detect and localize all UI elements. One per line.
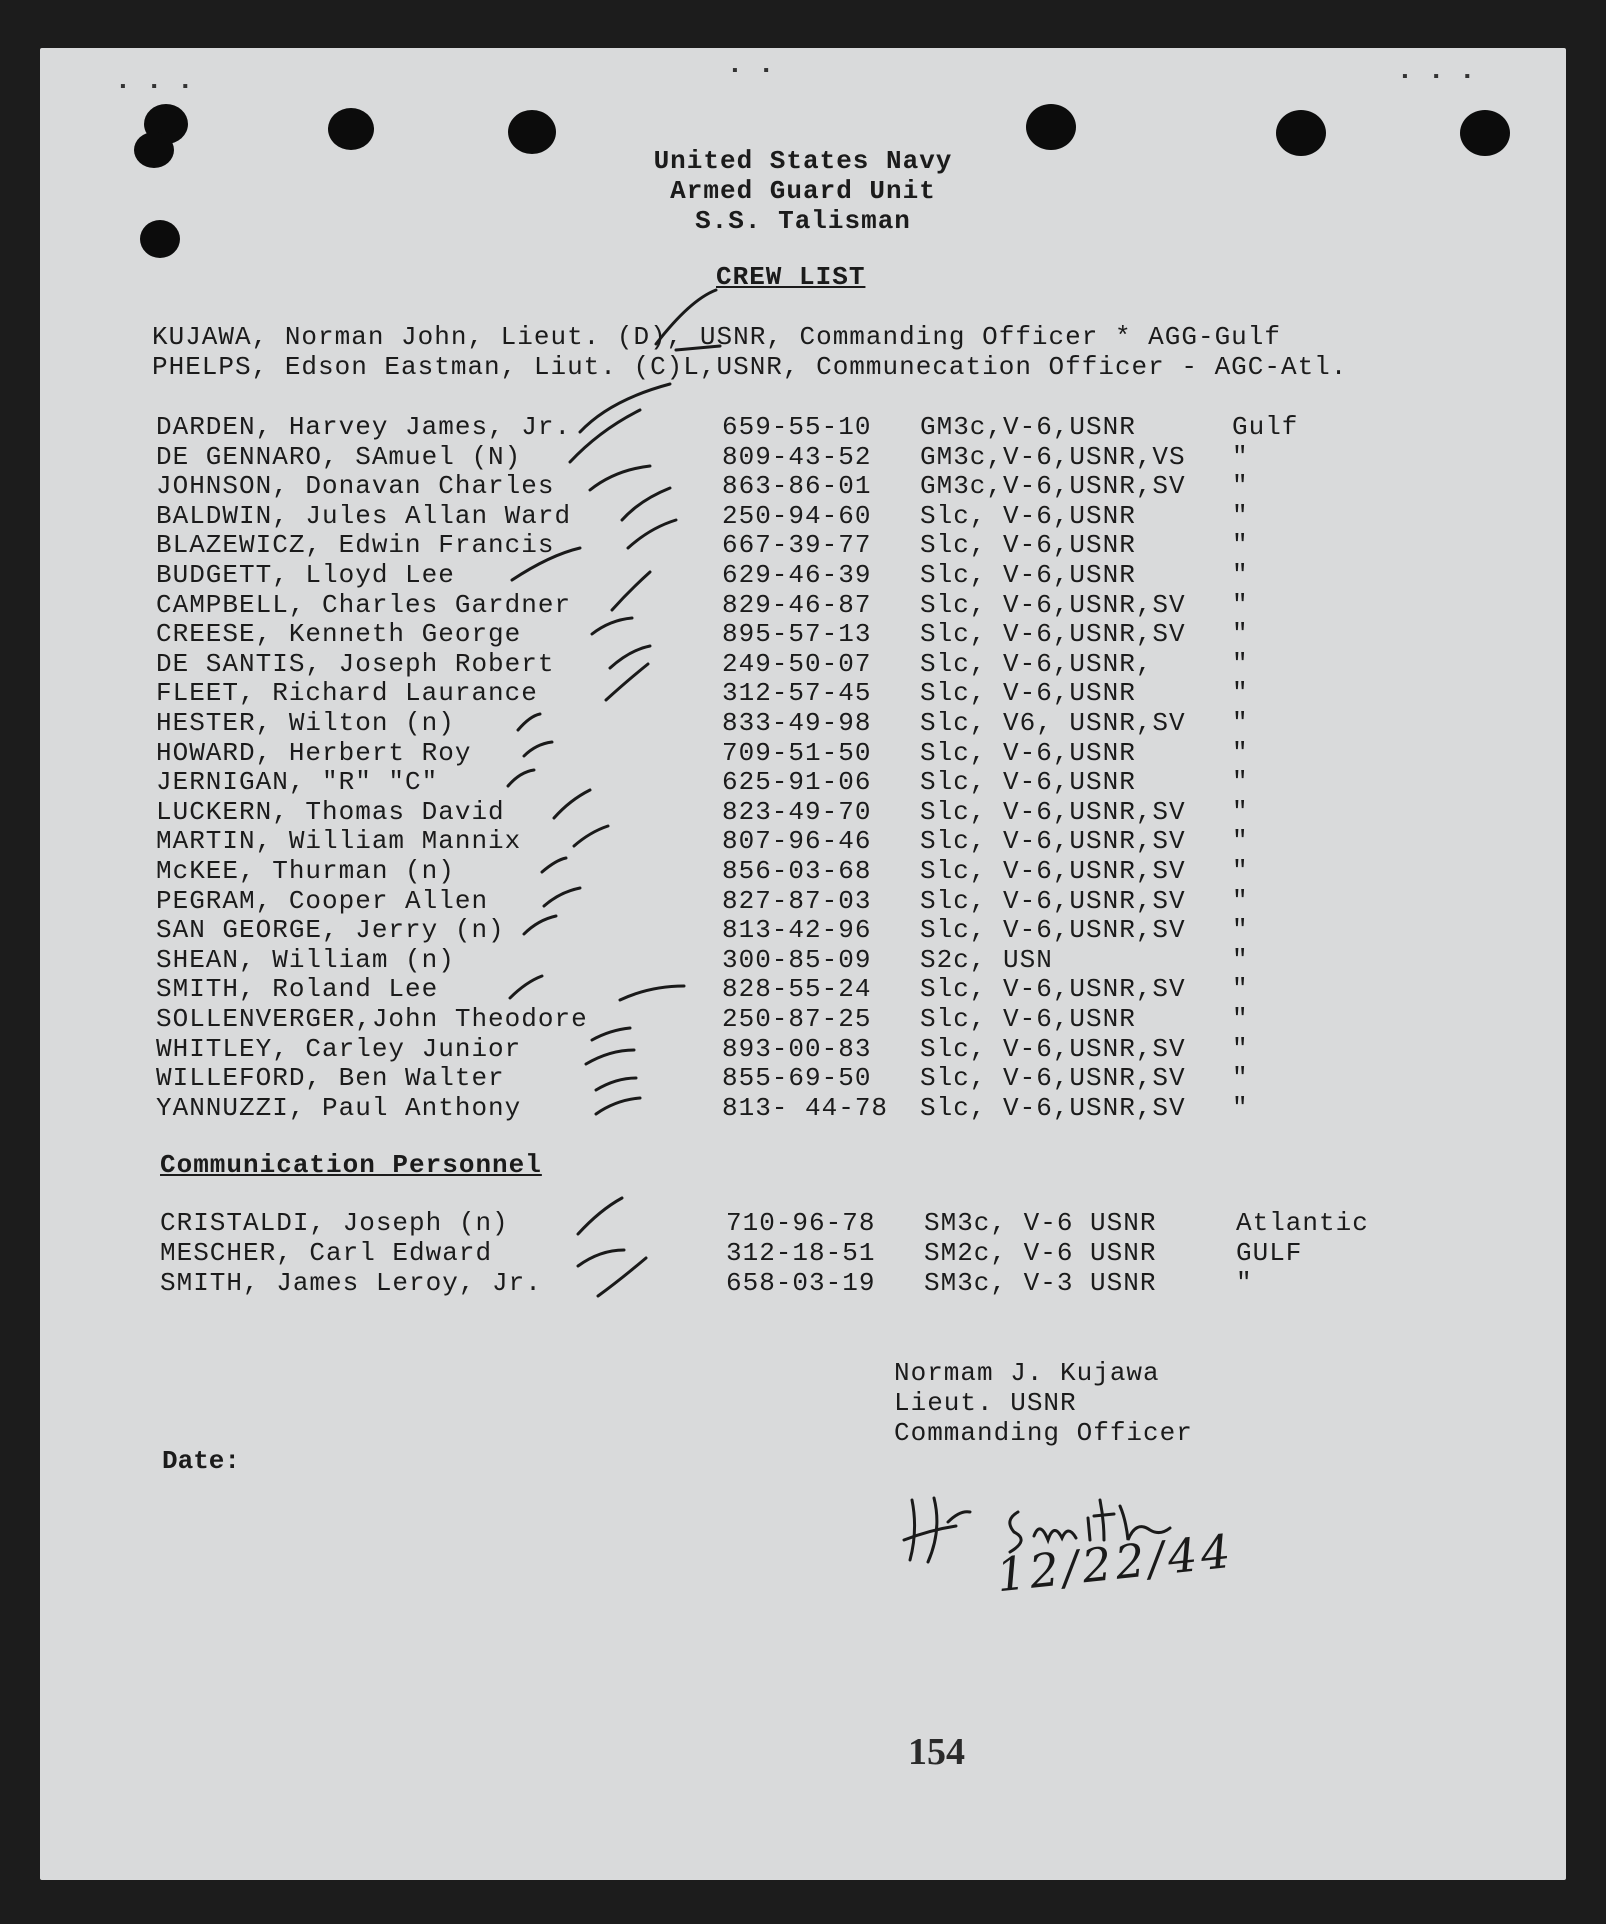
rating: Slc, V-6,USNR,SV xyxy=(920,885,1186,916)
service-number: 863-86-01 xyxy=(722,471,872,502)
crew-name: CRISTALDI, Joseph (n) xyxy=(160,1208,509,1238)
rating: GM3c,V-6,USNR,SV xyxy=(920,471,1186,502)
station: " xyxy=(1232,1092,1249,1123)
crew-name: WILLEFORD, Ben Walter xyxy=(156,1063,505,1094)
service-number: 829-46-87 xyxy=(722,589,872,620)
station: " xyxy=(1232,944,1249,975)
rating: Slc, V-6,USNR,SV xyxy=(920,619,1186,650)
page-number: 154 xyxy=(908,1731,965,1773)
service-number: 855-69-50 xyxy=(722,1063,872,1094)
service-number: 809-43-52 xyxy=(722,441,872,472)
crew-name: LUCKERN, Thomas David xyxy=(156,796,505,827)
station: " xyxy=(1232,767,1249,798)
rating: SM2c, V-6 USNR xyxy=(924,1238,1157,1268)
officer-communication: PHELPS, Edson Eastman, Liut. (C)L,USNR, Communecation Officer - AGC-Atl. xyxy=(152,352,1348,382)
crew-name: FLEET, Richard Laurance xyxy=(156,678,538,709)
crew-name: SOLLENVERGER,John Theodore xyxy=(156,1004,588,1034)
service-number: 659-55-10 xyxy=(722,412,872,442)
station: " xyxy=(1232,648,1249,679)
signature-rank: Lieut. USNR xyxy=(894,1388,1077,1418)
rating: Slc, V-6,USNR xyxy=(920,500,1136,531)
station: " xyxy=(1232,1033,1249,1064)
rating: S2c, USN xyxy=(920,944,1053,975)
station: " xyxy=(1232,915,1249,946)
crew-name: SMITH, Roland Lee xyxy=(156,974,439,1005)
rating: Slc, V-6,USNR,SV xyxy=(920,826,1186,857)
station: " xyxy=(1236,1268,1253,1298)
rating: Slc, V-6,USNR,SV xyxy=(920,1033,1186,1064)
header-unit: Armed Guard Unit xyxy=(670,176,936,206)
crew-name: HOWARD, Herbert Roy xyxy=(156,737,472,768)
crew-list-title: CREW LIST xyxy=(716,262,866,292)
crew-name: DE GENNARO, SAmuel (N) xyxy=(156,441,522,472)
smudge-mark: ▪ ▪ ▪ xyxy=(118,78,197,96)
service-number: 250-87-25 xyxy=(722,1004,872,1034)
service-number: 629-46-39 xyxy=(722,560,872,590)
rating: SM3c, V-6 USNR xyxy=(924,1208,1157,1238)
service-number: 312-18-51 xyxy=(726,1238,876,1268)
smudge-mark: ▪ ▪ ▪ xyxy=(1400,68,1479,86)
station: " xyxy=(1232,471,1249,502)
communication-heading: Communication Personnel xyxy=(160,1150,542,1180)
crew-name: JERNIGAN, "R" "C" xyxy=(156,767,439,798)
service-number: 823-49-70 xyxy=(722,796,872,827)
service-number: 813-42-96 xyxy=(722,915,872,946)
punch-hole xyxy=(1026,104,1076,150)
rating: Slc, V-6,USNR,SV xyxy=(920,974,1186,1005)
rating: Slc, V-6,USNR, xyxy=(920,648,1153,679)
header-ship: S.S. Talisman xyxy=(695,206,911,236)
crew-name: HESTER, Wilton (n) xyxy=(156,708,455,738)
crew-name: SAN GEORGE, Jerry (n) xyxy=(156,915,505,946)
service-number: 893-00-83 xyxy=(722,1033,872,1064)
signature-role: Commanding Officer xyxy=(894,1418,1193,1448)
station: " xyxy=(1232,530,1249,561)
service-number: 813- 44-78 xyxy=(722,1092,889,1123)
rating: Slc, V-6,USNR,SV xyxy=(920,915,1186,946)
crew-name: McKEE, Thurman (n) xyxy=(156,856,455,886)
date-label: Date: xyxy=(162,1446,241,1476)
service-number: 312-57-45 xyxy=(722,678,872,709)
service-number: 625-91-06 xyxy=(722,767,872,798)
service-number: 807-96-46 xyxy=(722,826,872,857)
rating: Slc, V-6,USNR xyxy=(920,678,1136,709)
station: " xyxy=(1232,619,1249,650)
station: " xyxy=(1232,500,1249,531)
service-number: 856-03-68 xyxy=(722,856,872,886)
rating: Slc, V-6,USNR,SV xyxy=(920,796,1186,827)
crew-name: BALDWIN, Jules Allan Ward xyxy=(156,500,572,531)
service-number: 709-51-50 xyxy=(722,737,872,768)
handwritten-date: 12/22/44 xyxy=(993,1523,1237,1603)
punch-hole xyxy=(328,108,374,150)
station: " xyxy=(1232,885,1249,916)
rating: Slc, V-6,USNR,SV xyxy=(920,589,1186,620)
crew-name: CREESE, Kenneth George xyxy=(156,619,522,650)
station: Gulf xyxy=(1232,412,1299,442)
crew-name: WHITLEY, Carley Junior xyxy=(156,1033,522,1064)
station: " xyxy=(1232,826,1249,857)
crew-name: DE SANTIS, Joseph Robert xyxy=(156,648,555,679)
service-number: 710-96-78 xyxy=(726,1208,876,1238)
service-number: 249-50-07 xyxy=(722,648,872,679)
station: " xyxy=(1232,856,1249,886)
crew-name: DARDEN, Harvey James, Jr. xyxy=(156,412,572,442)
crew-name: BUDGETT, Lloyd Lee xyxy=(156,560,455,590)
station: " xyxy=(1232,678,1249,709)
rating: Slc, V-6,USNR xyxy=(920,737,1136,768)
service-number: 250-94-60 xyxy=(722,500,872,531)
rating: GM3c,V-6,USNR xyxy=(920,412,1136,442)
station: " xyxy=(1232,1063,1249,1094)
service-number: 895-57-13 xyxy=(722,619,872,650)
station: " xyxy=(1232,737,1249,768)
station: " xyxy=(1232,441,1249,472)
crew-name: YANNUZZI, Paul Anthony xyxy=(156,1092,522,1123)
service-number: 827-87-03 xyxy=(722,885,872,916)
service-number: 300-85-09 xyxy=(722,944,872,975)
rating: Slc, V-6,USNR xyxy=(920,560,1136,590)
rating: SM3c, V-3 USNR xyxy=(924,1268,1157,1298)
crew-name: PEGRAM, Cooper Allen xyxy=(156,885,489,916)
station: " xyxy=(1232,1004,1249,1034)
crew-name: SHEAN, William (n) xyxy=(156,944,455,975)
station: " xyxy=(1232,560,1249,590)
rating: Slc, V-6,USNR xyxy=(920,530,1136,561)
service-number: 658-03-19 xyxy=(726,1268,876,1298)
service-number: 833-49-98 xyxy=(722,708,872,738)
station: Atlantic xyxy=(1236,1208,1369,1238)
rating: Slc, V-6,USNR,SV xyxy=(920,856,1186,886)
rating: Slc, V-6,USNR,SV xyxy=(920,1063,1186,1094)
station: " xyxy=(1232,708,1249,738)
service-number: 828-55-24 xyxy=(722,974,872,1005)
station: GULF xyxy=(1236,1238,1303,1268)
station: " xyxy=(1232,796,1249,827)
station: " xyxy=(1232,974,1249,1005)
rating: Slc, V-6,USNR,SV xyxy=(920,1092,1186,1123)
rating: Slc, V6, USNR,SV xyxy=(920,708,1186,738)
crew-name: SMITH, James Leroy, Jr. xyxy=(160,1268,542,1298)
header-navy: United States Navy xyxy=(653,146,953,176)
crew-name: BLAZEWICZ, Edwin Francis xyxy=(156,530,555,561)
rating: Slc, V-6,USNR xyxy=(920,767,1136,798)
crew-name: JOHNSON, Donavan Charles xyxy=(156,471,555,502)
service-number: 667-39-77 xyxy=(722,530,872,561)
station: " xyxy=(1232,589,1249,620)
rating: GM3c,V-6,USNR,VS xyxy=(920,441,1186,472)
smudge-mark: ▪ ▪ xyxy=(730,62,777,80)
officer-commanding: KUJAWA, Norman John, Lieut. (D), USNR, Commanding Officer * AGG-Gulf xyxy=(152,322,1281,352)
signature-name: Normam J. Kujawa xyxy=(894,1358,1160,1388)
crew-name: MESCHER, Carl Edward xyxy=(160,1238,493,1268)
crew-name: MARTIN, William Mannix xyxy=(156,826,522,857)
rating: Slc, V-6,USNR xyxy=(920,1004,1136,1034)
crew-name: CAMPBELL, Charles Gardner xyxy=(156,589,572,620)
